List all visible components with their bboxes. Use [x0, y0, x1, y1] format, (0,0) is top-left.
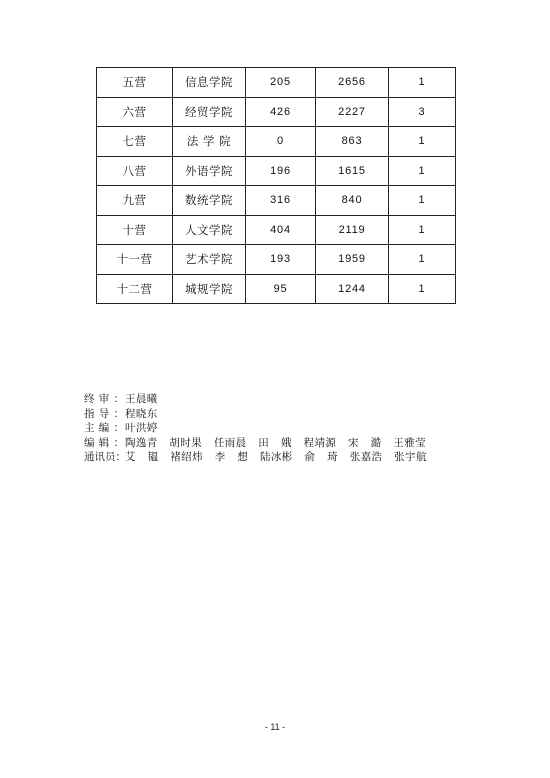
credit-line-advisor — [84, 407, 427, 422]
credit-line-final-review — [84, 392, 427, 407]
number-cell: 404 — [246, 215, 316, 245]
credit-value: 叶洪婷 — [125, 422, 158, 434]
number-cell: 95 — [246, 274, 316, 304]
table-row — [97, 97, 456, 127]
credit-value: 艾 韫 褚绍炜 李 想 陆冰彬 俞 琦 张嘉浩 张宇航 — [125, 451, 427, 463]
table-row — [97, 156, 456, 186]
table-row — [97, 215, 456, 245]
college-cell: 城规学院 — [173, 274, 246, 304]
number-cell: 1959 — [316, 245, 389, 275]
credit-value: 王晨曦 — [125, 393, 158, 405]
page-number: - 11 - — [264, 722, 286, 732]
number-cell: 1615 — [316, 156, 389, 186]
camp-cell: 五营 — [97, 68, 173, 98]
camp-cell: 十二营 — [97, 274, 173, 304]
number-cell: 863 — [316, 127, 389, 157]
number-cell: 2119 — [316, 215, 389, 245]
number-cell: 1244 — [316, 274, 389, 304]
number-cell: 3 — [389, 97, 456, 127]
credit-label: 指导： — [84, 407, 124, 420]
table-row — [97, 186, 456, 216]
table-row — [97, 245, 456, 275]
camp-statistics-table — [96, 67, 456, 304]
number-cell: 1 — [389, 186, 456, 216]
number-cell: 2227 — [316, 97, 389, 127]
number-cell: 840 — [316, 186, 389, 216]
number-cell: 316 — [246, 186, 316, 216]
credit-label: 主编： — [84, 422, 124, 434]
credit-line-chief-editor — [84, 421, 427, 436]
table-row — [97, 127, 456, 157]
number-cell: 1 — [389, 215, 456, 245]
college-cell: 艺术学院 — [173, 245, 246, 275]
credit-label: 终审： — [84, 393, 124, 405]
college-cell: 信息学院 — [173, 68, 246, 98]
credit-line-editors — [84, 436, 427, 451]
college-cell: 外语学院 — [173, 156, 246, 186]
number-cell: 2656 — [316, 68, 389, 98]
credit-value: 陶逸青 胡时果 任雨晨 田 娥 程靖源 宋 澔 王雅莹 — [125, 436, 427, 449]
credit-label: 编辑： — [84, 436, 124, 449]
credit-line-correspondents — [84, 450, 427, 465]
table-row — [97, 274, 456, 304]
credit-label: 通讯员： — [84, 451, 126, 463]
number-cell: 1 — [389, 127, 456, 157]
college-cell: 数统学院 — [173, 186, 246, 216]
college-cell: 法 学 院 — [173, 127, 246, 157]
number-cell: 193 — [246, 245, 316, 275]
camp-cell: 九营 — [97, 186, 173, 216]
number-cell: 196 — [246, 156, 316, 186]
credit-value: 程晓东 — [125, 407, 158, 420]
number-cell: 1 — [389, 156, 456, 186]
number-cell: 0 — [246, 127, 316, 157]
camp-cell: 八营 — [97, 156, 173, 186]
camp-cell: 十营 — [97, 215, 173, 245]
college-cell: 经贸学院 — [173, 97, 246, 127]
camp-cell: 七营 — [97, 127, 173, 157]
number-cell: 1 — [389, 274, 456, 304]
number-cell: 1 — [389, 68, 456, 98]
number-cell: 1 — [389, 245, 456, 275]
camp-cell: 十一营 — [97, 245, 173, 275]
number-cell: 205 — [246, 68, 316, 98]
number-cell: 426 — [246, 97, 316, 127]
camp-cell: 六营 — [97, 97, 173, 127]
table-row — [97, 68, 456, 98]
college-cell: 人文学院 — [173, 215, 246, 245]
editorial-credits — [84, 392, 427, 465]
